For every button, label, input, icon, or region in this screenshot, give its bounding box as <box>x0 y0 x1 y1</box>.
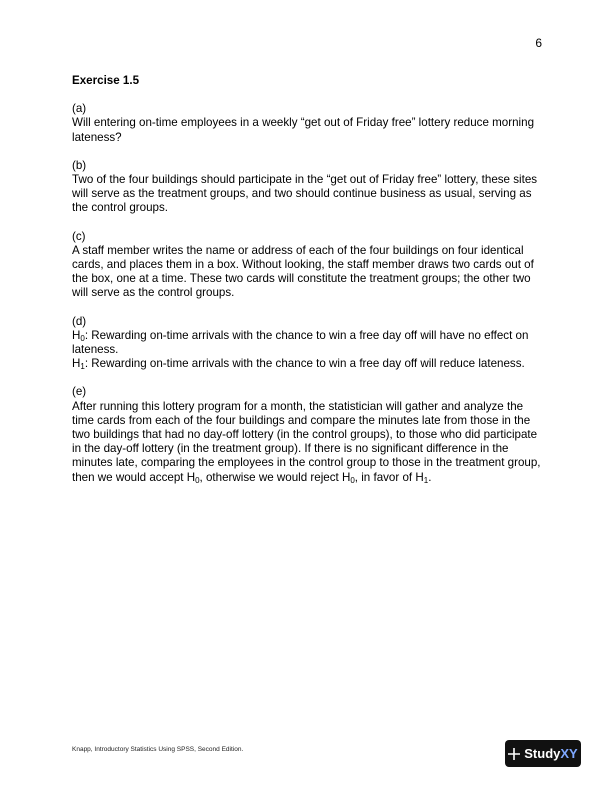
h0-text: : Rewarding on-time arrivals with the chance to win a free day off will have no effect on lateness. <box>72 328 529 357</box>
footer-citation: Knapp, Introductory Statistics Using SPSS, Second Edition. <box>72 746 244 753</box>
exercise-title: Exercise 1.5 <box>72 74 140 87</box>
text-part: . <box>428 470 432 484</box>
section-label: (d) <box>72 314 87 328</box>
brand-name: Study <box>524 746 561 761</box>
studyxy-logo[interactable] <box>505 740 581 767</box>
page-number: 6 <box>535 36 542 50</box>
section-text: Will entering on-time employees in a weekly “get out of Friday free” lottery reduce morning lateness? <box>72 116 535 144</box>
section-text <box>72 400 542 485</box>
subscript: 0 <box>350 475 355 485</box>
plus-icon <box>508 748 520 760</box>
section-label: (e) <box>72 385 87 399</box>
text-part: After running this lottery program for a month, the statistician will gather and analyze the time cards from each of the four buildings and compare the minutes late from those in the two buildings that had no day-off lottery (in the control groups), to those who did participate in the day-off lottery (in the treatment group). If there is no significant difference in the minutes late, comparing the employees in the control group to those in the treatment group, then we would accept H <box>72 399 541 484</box>
section-d <box>72 315 542 372</box>
section-label: (c) <box>72 229 86 243</box>
document-body <box>72 74 542 499</box>
section-label: (a) <box>72 102 87 116</box>
brand-accent: XY <box>560 746 578 761</box>
section-e <box>72 385 542 484</box>
section-c <box>72 230 542 301</box>
text-part: , in favor of H <box>354 470 424 484</box>
section-a <box>72 102 542 145</box>
section-b <box>72 159 542 216</box>
section-text: A staff member writes the name or address of each of the four buildings on four identical cards, and places them in a box. Without looking, the staff member draws two cards out of the box, one at a time. These two cards will constitute the treatment groups; the other two will serve as the control groups. <box>72 243 534 300</box>
h1-text: : Rewarding on-time arrivals with the chance to win a free day off will reduce lateness. <box>84 357 525 371</box>
h1-symbol: H <box>72 357 81 371</box>
section-text: Two of the four buildings should participate in the “get out of Friday free” lottery, these sites will serve as the treatment groups, and two should continue business as usual, serving as the control groups. <box>72 173 538 215</box>
h0-symbol: H <box>72 328 81 342</box>
text-part: , otherwise we would reject H <box>199 470 351 484</box>
subscript: 0 <box>195 475 200 485</box>
h1-subscript: 1 <box>80 362 85 372</box>
null-hypothesis <box>72 329 542 357</box>
alternative-hypothesis <box>72 357 542 371</box>
h0-subscript: 0 <box>80 333 85 343</box>
subscript: 1 <box>423 475 429 485</box>
section-label: (b) <box>72 158 87 172</box>
